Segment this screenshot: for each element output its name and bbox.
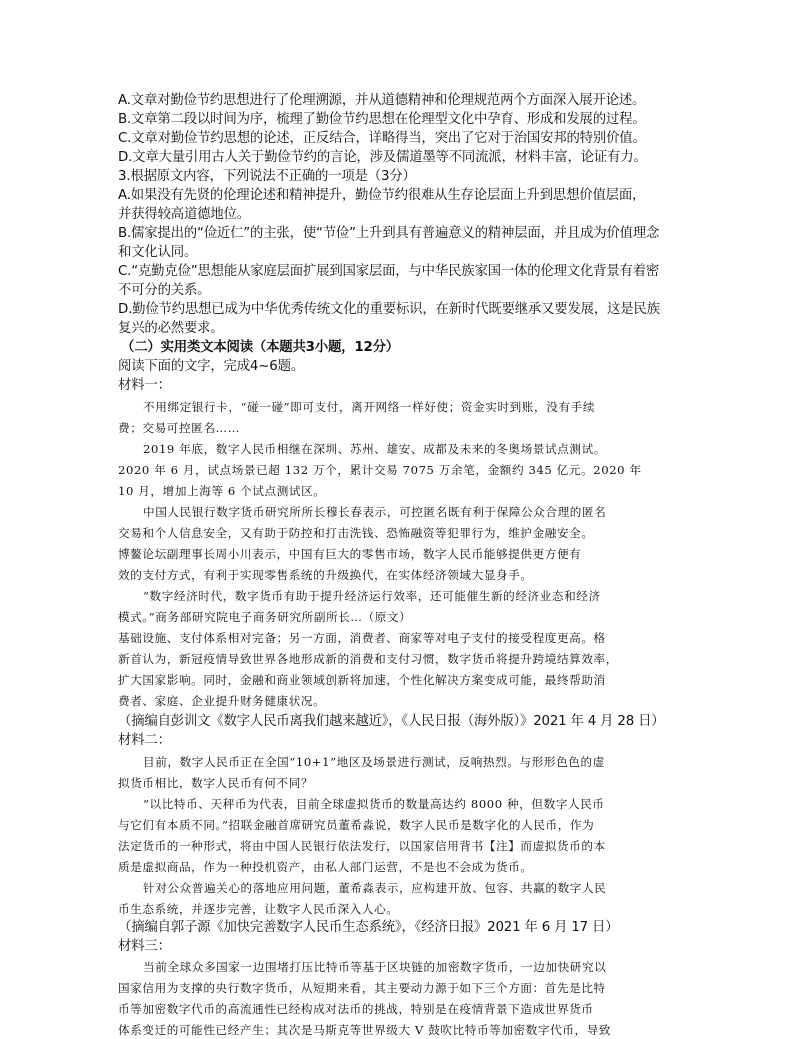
material-3-line: 当前全球众多国家一边围堵打压比特币等基于区块链的加密数字货币，一边加快研究以 <box>143 960 607 974</box>
section-instruction: 阅读下面的文字，完成4~6题。 <box>118 359 304 374</box>
q3-option-d: D.勤俭节约思想已成为中华优秀传统文化的重要标识，在新时代既要继承又要发展，这是民族 <box>118 302 660 317</box>
q3-option-b: B.儒家提出的“俭近仁”的主张，使“节俭”上升到具有普遍意义的精神层面，并且成为价值理念 <box>118 226 660 241</box>
material-1-line: 新首认为，新冠疫情导致世界各地形成新的消费和支付习惯，数字货币将提升跨境结算效率， <box>118 652 618 666</box>
material-1-line: 扩大国家影响。同时，金融和商业领域创新将加速，个性化解决方案变成可能，最终帮助消 <box>118 673 606 687</box>
material-1-line: 模式。”商务部研究院电子商务研究所副所长…（原文） <box>118 610 412 624</box>
material-2-line: 币生态系统，并逐步完善，让数字人民币深入人心。 <box>118 902 399 916</box>
material-1-line: 交易和个人信息安全，又有助于防控和打击洗钱、恐怖融资等犯罪行为，维护金融安全。 <box>118 526 594 540</box>
material-3-line: 币等加密数字代币的高流通性已经构成对法币的挑战，特别是在疫情背景下造成世界货币 <box>118 1002 594 1016</box>
material-1-line: 2020 年 6 月，试点场景已超 132 万个，累计交易 7075 万余笔，金额约 345 亿元。2020 年 <box>118 463 642 477</box>
q3-option-a-cont: 并获得较高道德地位。 <box>118 207 250 222</box>
material-2-line: 质是虚拟商品，作为一种投机资产，由私人部门运营，不是也不会成为货币。 <box>118 860 533 874</box>
material-1-line: 2019 年底，数字人民币相继在深圳、苏州、雄安、成都及未来的冬奥场景试点测试。 <box>143 442 606 456</box>
q2-option-b: B.文章第二段以时间为序，梳理了勤俭节约思想在伦理型文化中孕育、形成和发展的过程。 <box>118 112 646 127</box>
q3-option-a: A.如果没有先贤的伦理论述和精神提升，勤俭节约很难从生存论层面上升到思想价值层面， <box>118 188 646 203</box>
q3-option-d-cont: 复兴的必然要求。 <box>118 321 224 336</box>
material-1-line: 中国人民银行数字货币研究所所长穆长春表示，可控匿名既有利于保障公众合理的匿名 <box>143 505 607 519</box>
material-2-label: 材料二： <box>118 733 171 748</box>
material-3-line: 体系变迁的可能性已经产生；其次是马斯克等世界级大 V 鼓吹比特币等加密数字代币，导致 <box>118 1023 612 1037</box>
material-1-line: 基础设施、支付体系相对完备；另一方面，消费者、商家等对电子支付的接受程度更高。格 <box>118 631 606 645</box>
material-2-line: 法定货币的一种形式，将由中国人民银行依法发行，以国家信用背书【注】而虚拟货币的本 <box>118 839 606 853</box>
material-2-line: “以比特币、天秤币为代表，目前全球虚拟货币的数量高达约 8000 种，但数字人民币 <box>143 797 605 811</box>
material-1-line: 费；交易可控匿名…… <box>118 421 240 435</box>
material-1-line: 效的支付方式，有利于实现零售系统的升级换代，在实体经济领域大显身手。 <box>118 568 533 582</box>
material-3-label: 材料三： <box>118 939 171 954</box>
material-1-line: 10 月，增加上海等 6 个试点测试区。 <box>118 484 326 498</box>
material-2-line: 拟货币相比，数字人民币有何不同？ <box>118 776 314 790</box>
material-1-line: “数字经济时代，数字货币有助于提升经济运行效率，还可能催生新的经济业态和经济 <box>143 589 601 603</box>
material-3-line: 国家信用为支撑的央行数字货币，从短期来看，其主要动力源于如下三个方面：首先是比特 <box>118 981 606 995</box>
q3-option-b-cont: 和文化认同。 <box>118 245 198 260</box>
section-heading: （二）实用类文本阅读（本题共3小题，12分） <box>121 340 399 355</box>
q2-option-c: C.文章对勤俭节约思想的论述，正反结合，详略得当，突出了它对于治国安邦的特别价值。 <box>118 131 646 146</box>
material-1-source: （摘编自彭训文《数字人民币离我们越来越近》，《人民日报（海外版）》2021 年 4 月 28 日） <box>118 714 665 729</box>
q2-option-d: D.文章大量引用古人关于勤俭节约的言论，涉及儒道墨等不同流派，材料丰富，论证有力。 <box>118 150 647 165</box>
material-1-label: 材料一： <box>118 378 171 393</box>
material-1-line: 不用绑定银行卡，“碰一碰”即可支付，离开网络一样好使；资金实时到账，没有手续 <box>143 400 596 414</box>
material-2-line: 目前，数字人民币正在全国“10+1”地区及场景进行测试，反响热烈。与形形色色的虚 <box>143 755 605 769</box>
material-2-source: （摘编自郭子源《加快完善数字人民币生态系统》，《经济日报》2021 年 6 月 17 日） <box>118 920 619 935</box>
material-1-line: 博鳌论坛副理事长周小川表示，中国有巨大的零售市场，数字人民币能够提供更方便有 <box>118 547 582 561</box>
q3-stem: 3.根据原文内容，下列说法不正确的一项是（3分） <box>118 169 416 184</box>
material-2-line: 针对公众普遍关心的落地应用问题，董希淼表示，应构建开放、包容、共赢的数字人民 <box>143 881 607 895</box>
q2-option-a: A.文章对勤俭节约思想进行了伦理溯源，并从道德精神和伦理规范两个方面深入展开论述。 <box>118 93 646 108</box>
material-1-line: 费者、家庭、企业提升财务健康状况。 <box>118 694 326 708</box>
q3-option-c-cont: 不可分的关系。 <box>118 283 211 298</box>
material-2-line: 与它们有本质不同。”招联金融首席研究员董希淼说，数字人民币是数字化的人民币，作为 <box>118 818 595 832</box>
q3-option-c: C.“克勤克俭”思想能从家庭层面扩展到国家层面，与中华民族家国一体的伦理文化背景有着密 <box>118 264 660 279</box>
